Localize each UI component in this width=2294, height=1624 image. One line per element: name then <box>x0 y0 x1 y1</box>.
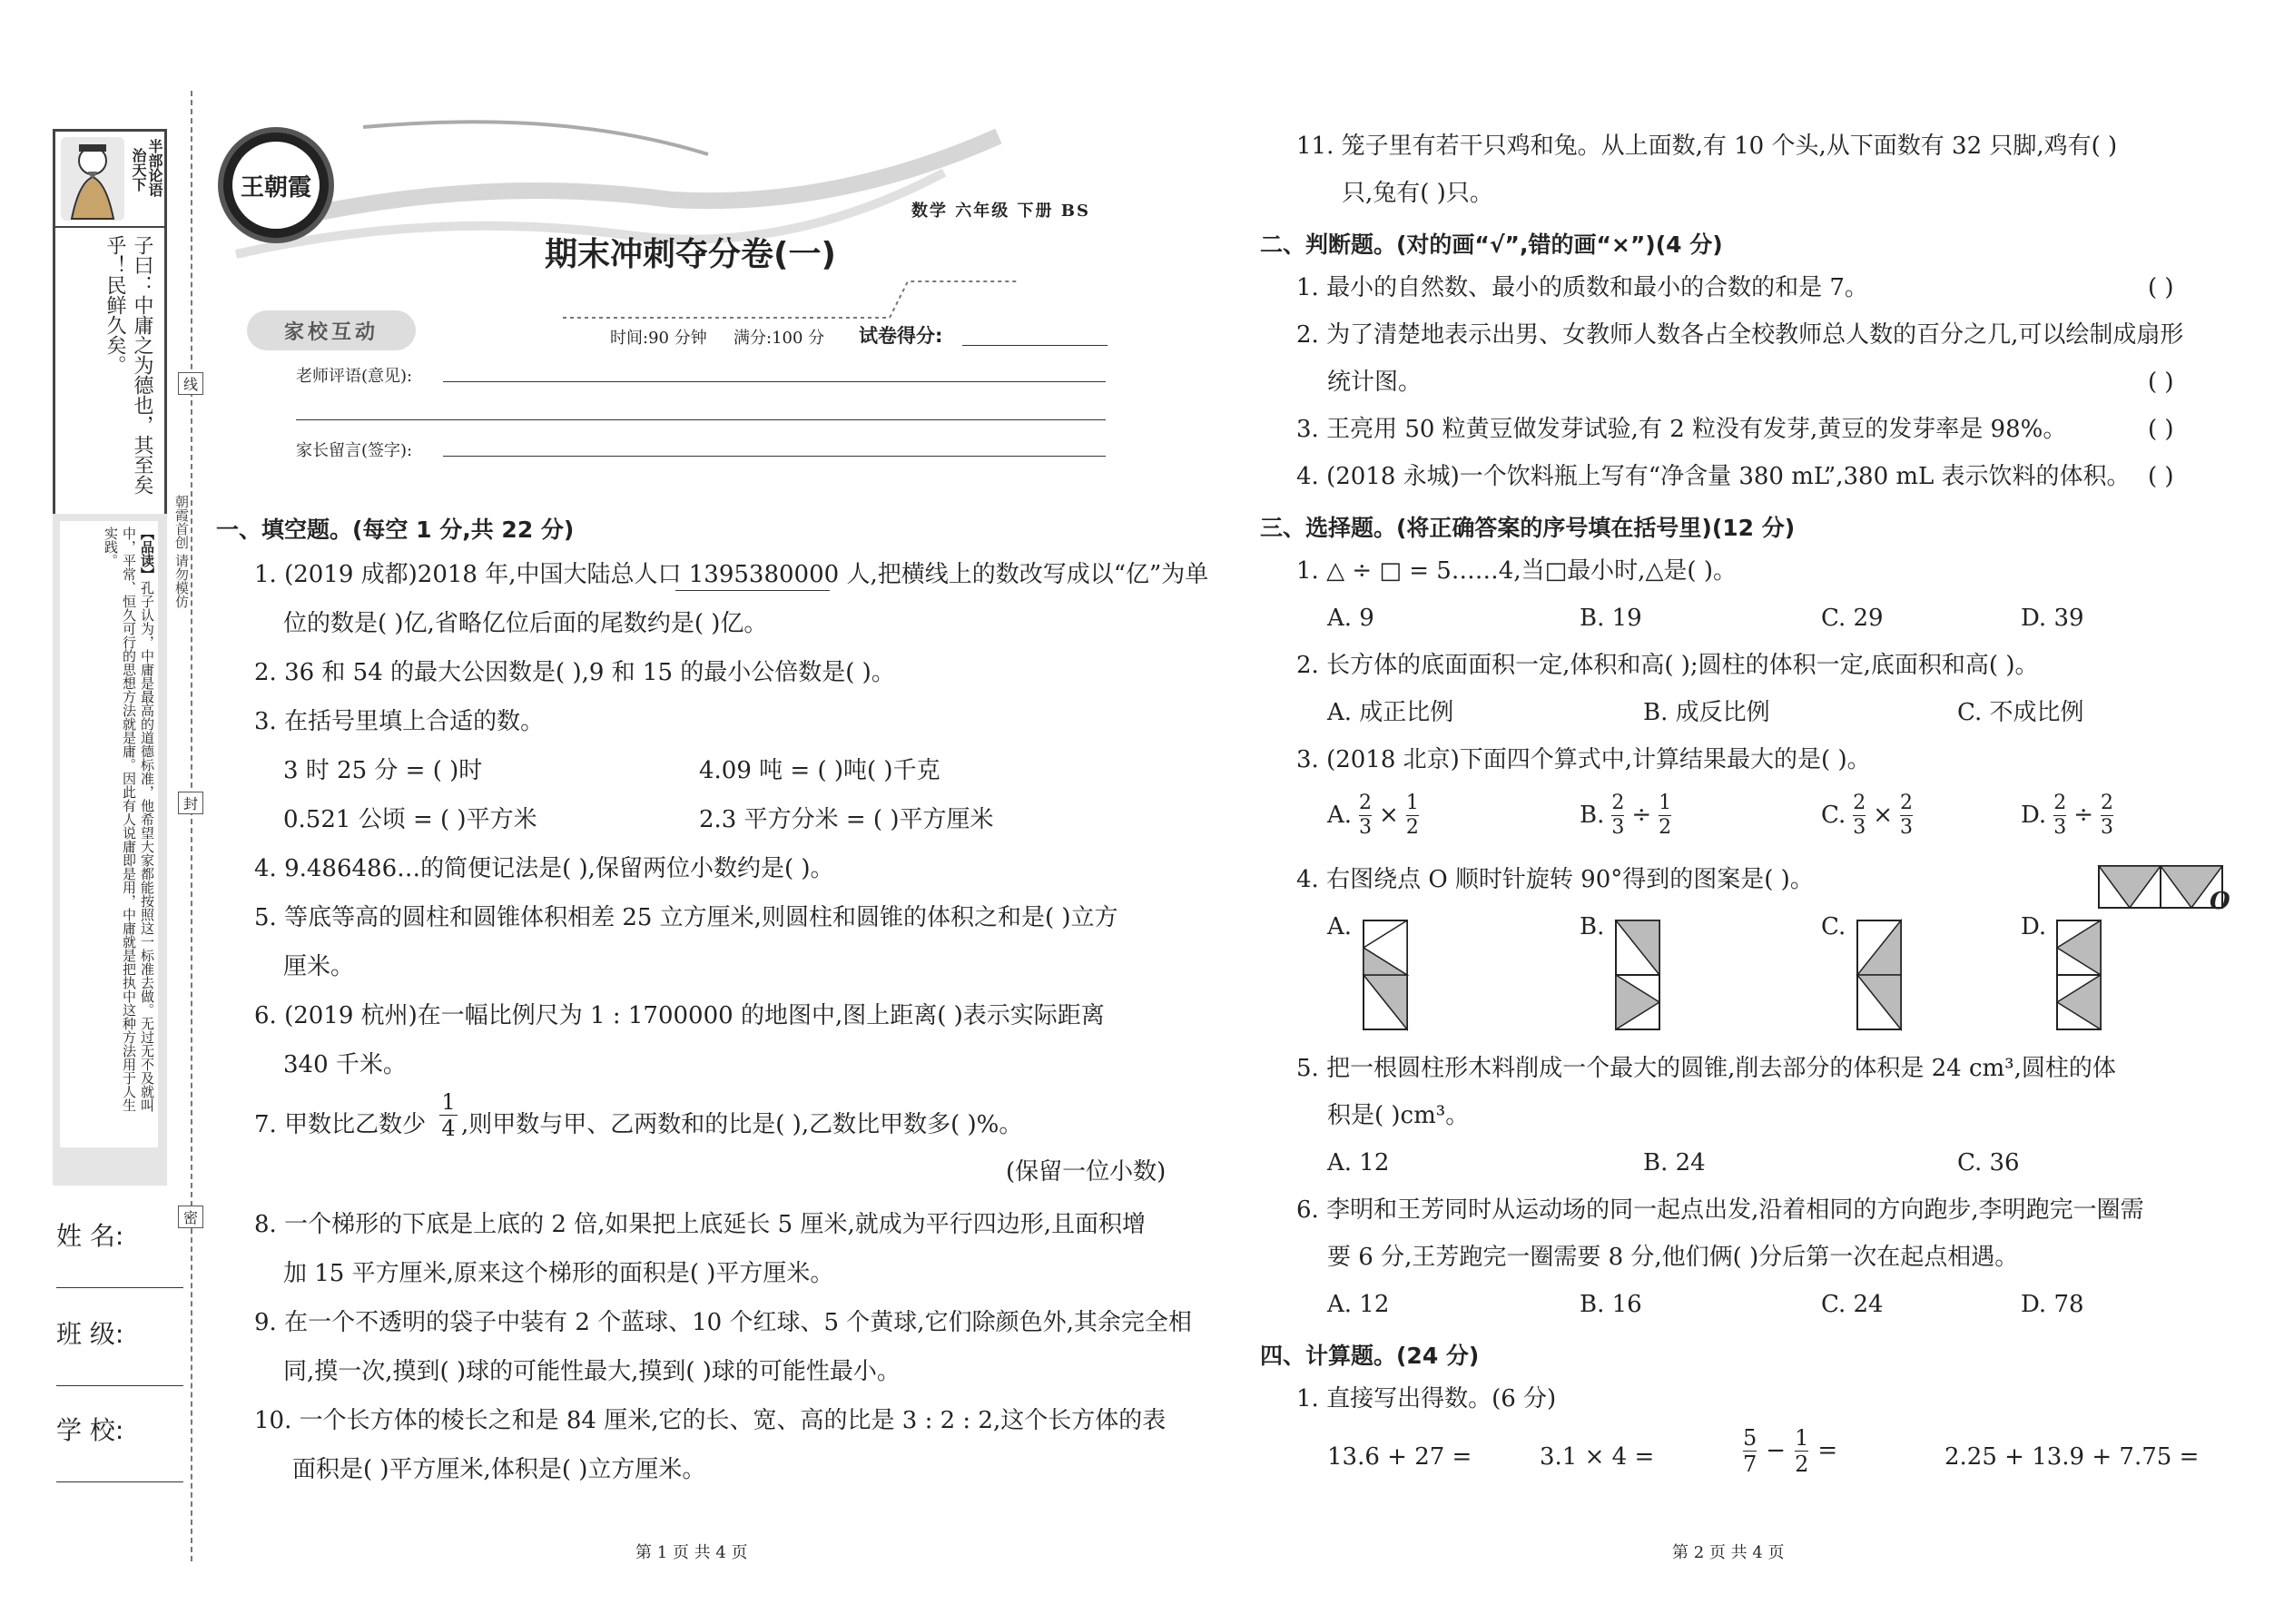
reading-text: 孔子认为，中庸是最高的道德标准，他希望大家都能按照这一标准去做。无过无不及就叫中，平常、恒久可行的思想方法就是庸。因此有人说庸即是用，中庸就是把执中这种方法用于人生实践。 <box>103 527 155 1112</box>
q7-part2: ,则甲数与甲、乙两数和的比是( ),乙数比甲数多( )%。 <box>461 1111 1023 1138</box>
choice-5-line2: 积是( )cm³。 <box>1327 1102 1470 1129</box>
school-field[interactable]: 学 校: <box>56 1411 183 1482</box>
q8-line2: 加 15 平方厘米,原来这个梯形的面积是( )平方厘米。 <box>283 1260 834 1287</box>
q9-line2: 同,摸一次,摸到( )球的可能性最大,摸到( )球的可能性最小。 <box>283 1358 901 1385</box>
choice-4-a-figure[interactable] <box>1362 919 1409 1031</box>
q7-fraction: 1 4 <box>439 1089 458 1141</box>
choice-6-line1: 6. 李明和王芳同时从运动场的同一起点出发,沿着相同的方向跑步,李明跑完一圈需 <box>1296 1196 2144 1224</box>
choice-3-c[interactable]: C. $\frac{2}{3}$ × $\frac{2}{3}$ <box>1821 792 1914 839</box>
q8-line1: 8. 一个梯形的下底是上底的 2 倍,如果把上底延长 5 厘米,就成为平行四边形,且面积增 <box>254 1211 1147 1238</box>
judge-4: 4. (2018 永城)一个饮料瓶上写有“净含量 380 mL”,380 mL 表示饮料的体积。 <box>1296 463 2131 490</box>
q3: 3. 在括号里填上合适的数。 <box>254 708 545 735</box>
q3-a: 3 时 25 分 = ( )时 <box>283 757 483 784</box>
reading-box <box>53 514 167 1186</box>
confucius-portrait <box>61 137 124 221</box>
choice-4-b-figure[interactable] <box>1614 919 1661 1031</box>
q10-line1: 10. 一个长方体的棱长之和是 84 厘米,它的长、宽、高的比是 3 : 2 : 2,这个长方体的表 <box>254 1407 1167 1434</box>
choice-4-c-figure[interactable] <box>1856 919 1903 1031</box>
choice-5-c[interactable]: C. 36 <box>1957 1149 2020 1176</box>
choice-5-line1: 5. 把一根圆柱形木料削成一个最大的圆锥,削去部分的体积是 24 cm³,圆柱的体 <box>1296 1055 2116 1082</box>
parent-comment-label: 家长留言(签字): <box>296 441 413 460</box>
section-4-heading: 四、计算题。(24 分) <box>1260 1343 1480 1369</box>
choice-2-b[interactable]: B. 成反比例 <box>1643 699 1770 726</box>
q11-line2: 只,兔有( )只。 <box>1342 180 1493 207</box>
q10-line2: 面积是( )平方厘米,体积是( )立方厘米。 <box>292 1456 706 1483</box>
score-label: 满分:100 分 <box>733 329 825 348</box>
calc-1-heading: 1. 直接写出得数。(6 分) <box>1296 1385 1557 1412</box>
cut-line <box>191 91 192 1561</box>
q3-b: 4.09 吨 = ( )吨( )千克 <box>699 757 940 784</box>
choice-2: 2. 长方体的底面面积一定,体积和高( );圆柱的体积一定,底面积和高( )。 <box>1296 652 2039 679</box>
section-2-heading: 二、判断题。(对的画“√”,错的画“×”)(4 分) <box>1260 231 1723 258</box>
q2: 2. 36 和 54 的最大公因数是( ),9 和 15 的最小公倍数是( )。 <box>254 659 895 686</box>
choice-4: 4. 右图绕点 O 顺时针旋转 90°得到的图案是( )。 <box>1296 866 1814 893</box>
choice-4-d-figure[interactable] <box>2055 919 2102 1031</box>
calc-a: 13.6 + 27 = <box>1327 1443 1472 1471</box>
judge-2-paren[interactable]: ( ) <box>2148 369 2174 396</box>
choice-3: 3. (2018 北京)下面四个算式中,计算结果最大的是( )。 <box>1296 746 1871 773</box>
choice-5-a[interactable]: A. 12 <box>1327 1149 1390 1176</box>
q3-c: 0.521 公顷 = ( )平方米 <box>283 806 537 833</box>
q6-line1: 6. (2019 杭州)在一幅比例尺为 1 : 1700000 的地图中,图上距离( )表示实际距离 <box>254 1002 1105 1029</box>
motto-1: 半部论语 <box>146 139 163 197</box>
calc-c: 5 7 − $\frac{1}{2}$ = <box>1743 1425 1838 1477</box>
judge-3-paren[interactable]: ( ) <box>2148 416 2174 443</box>
choice-1-c[interactable]: C. 29 <box>1821 605 1884 632</box>
teacher-comment-field[interactable] <box>443 381 1106 382</box>
q4: 4. 9.486486…的简便记法是( ),保留两位小数约是( )。 <box>254 855 834 882</box>
choice-4-c-label[interactable]: C. <box>1821 913 1846 940</box>
cut-mark-1: 线 <box>178 372 203 395</box>
judge-4-paren[interactable]: ( ) <box>2148 463 2174 490</box>
point-o: O <box>2210 888 2230 915</box>
sidebar-quote-box <box>53 129 167 546</box>
exam-meta: 数学 六年级 下册 BS <box>911 202 1091 221</box>
page1-footer: 第 1 页 共 4 页 <box>635 1543 748 1562</box>
time-label: 时间:90 分钟 <box>610 329 707 348</box>
parent-comment-field[interactable] <box>443 456 1106 457</box>
exam-score-field[interactable] <box>962 345 1108 346</box>
page2-footer: 第 2 页 共 4 页 <box>1672 1543 1785 1562</box>
choice-6-b[interactable]: B. 16 <box>1580 1291 1642 1318</box>
choice-6-c[interactable]: C. 24 <box>1821 1291 1884 1318</box>
exam-score-label: 试卷得分: <box>859 325 943 347</box>
q5-line2: 厘米。 <box>283 953 355 980</box>
interaction-label: 家校互动 <box>247 310 416 350</box>
q3-d: 2.3 平方分米 = ( )平方厘米 <box>699 806 994 833</box>
choice-6-a[interactable]: A. 12 <box>1327 1291 1390 1318</box>
judge-2-line2: 统计图。 <box>1327 369 1423 396</box>
choice-6-d[interactable]: D. 78 <box>2021 1291 2084 1318</box>
reading-label: 【品读】 <box>139 527 155 581</box>
q1-line1: 1. (2019 成都)2018 年,中国大陆总人口 1395380000 人,把横线上的数改写成以“亿”为单 <box>254 561 1209 588</box>
side-note: 朝霞首创 请勿模仿 <box>173 495 190 608</box>
q5-line1: 5. 等底等高的圆柱和圆锥体积相差 25 立方厘米,则圆柱和圆锥的体积之和是( )立方 <box>254 904 1118 931</box>
teacher-comment-label: 老师评语(意见): <box>296 367 413 386</box>
q7-part1: 7. 甲数比乙数少 <box>254 1111 427 1138</box>
motto-2: 治天下 <box>130 148 147 192</box>
confucius-quote: 子曰：中庸之为德也，其至矣乎！民鲜久矣。 <box>103 235 153 495</box>
choice-3-a[interactable]: A. $\frac{2}{3}$ × $\frac{1}{2}$ <box>1327 792 1419 839</box>
q6-line2: 340 千米。 <box>283 1051 407 1078</box>
section-3-heading: 三、选择题。(将正确答案的序号填在括号里)(12 分) <box>1260 515 1796 541</box>
q7-note: (保留一位小数) <box>1006 1158 1167 1186</box>
choice-4-a-label[interactable]: A. <box>1327 913 1353 940</box>
judge-1: 1. 最小的自然数、最小的质数和最小的合数的和是 7。 <box>1296 274 1868 301</box>
choice-3-d[interactable]: D. $\frac{2}{3}$ ÷ $\frac{2}{3}$ <box>2021 792 2113 839</box>
class-field[interactable]: 班 级: <box>56 1314 183 1386</box>
calc-d: 2.25 + 13.9 + 7.75 = <box>1944 1443 2200 1471</box>
logo-text: 王朝霞 <box>232 142 320 229</box>
q9-line1: 9. 在一个不透明的袋子中装有 2 个蓝球、10 个红球、5 个黄球,它们除颜色外,其余完全相 <box>254 1309 1192 1336</box>
judge-3: 3. 王亮用 50 粒黄豆做发芽试验,有 2 粒没有发芽,黄豆的发芽率是 98%。 <box>1296 416 2067 443</box>
choice-1: 1. △ ÷ □ = 5……4,当□最小时,△是( )。 <box>1296 557 1737 585</box>
choice-1-a[interactable]: A. 9 <box>1327 605 1374 632</box>
choice-6-line2: 要 6 分,王芳跑完一圈需要 8 分,他们俩( )分后第一次在起点相遇。 <box>1327 1244 2019 1271</box>
judge-2-line1: 2. 为了清楚地表示出男、女教师人数各占全校教师总人数的百分之几,可以绘制成扇形 <box>1296 321 2184 349</box>
choice-1-b[interactable]: B. 19 <box>1580 605 1642 632</box>
choice-3-b[interactable]: B. $\frac{2}{3}$ ÷ $\frac{1}{2}$ <box>1580 792 1672 839</box>
choice-2-c[interactable]: C. 不成比例 <box>1957 699 2084 726</box>
judge-1-paren[interactable]: ( ) <box>2148 274 2174 301</box>
cut-mark-3: 密 <box>178 1206 203 1228</box>
choice-4-d-label[interactable]: D. <box>2021 913 2047 940</box>
cut-mark-2: 封 <box>178 792 203 814</box>
choice-1-d[interactable]: D. 39 <box>2021 605 2084 632</box>
teacher-comment-field-2[interactable] <box>296 419 1106 420</box>
section-1-heading: 一、填空题。(每空 1 分,共 22 分) <box>216 517 575 543</box>
calc-b: 3.1 × 4 = <box>1540 1443 1655 1471</box>
q1-underline <box>675 590 830 591</box>
choice-5-b[interactable]: B. 24 <box>1643 1149 1706 1176</box>
q1-line2: 位的数是( )亿,省略亿位后面的尾数约是( )亿。 <box>283 610 768 637</box>
choice-4-b-label[interactable]: B. <box>1580 913 1605 940</box>
page-title: 期末冲刺夺分卷(一) <box>545 236 836 273</box>
logo-badge <box>218 127 334 243</box>
choice-2-a[interactable]: A. 成正比例 <box>1327 699 1454 726</box>
q11-line1: 11. 笼子里有若干只鸡和兔。从上面数,有 10 个头,从下面数有 32 只脚,鸡有( ) <box>1296 133 2118 160</box>
name-field[interactable]: 姓 名: <box>56 1216 183 1288</box>
